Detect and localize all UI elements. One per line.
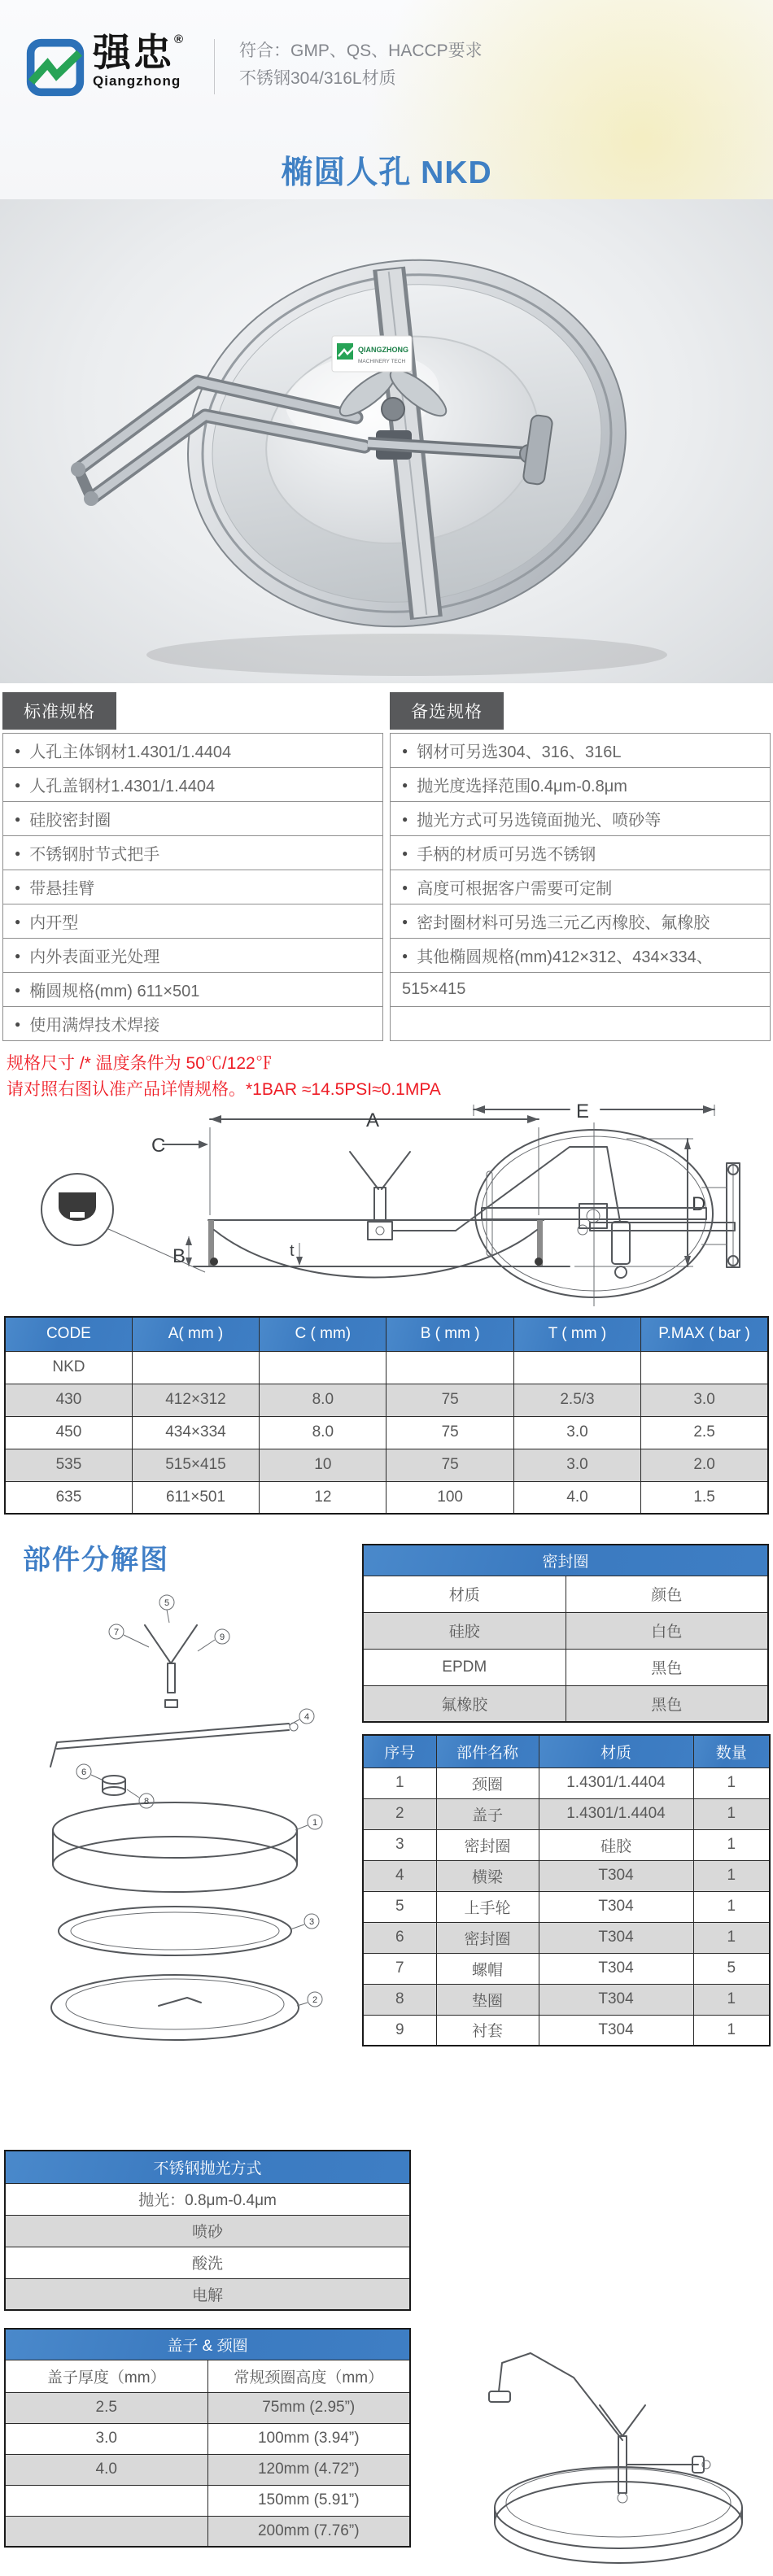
dim-label-t: t	[290, 1242, 295, 1260]
dim-cell: 3.0	[513, 1416, 640, 1449]
cover-cell: 盖子厚度（mm）	[5, 2360, 207, 2392]
parts-cell: 7	[363, 1953, 436, 1984]
parts-cell: 6	[363, 1922, 436, 1953]
brand-block	[93, 33, 183, 89]
dim-header: P.MAX ( bar )	[641, 1317, 768, 1351]
callout-3	[304, 1914, 319, 1929]
polish-cell: 抛光：0.8μm-0.4μm	[5, 2183, 410, 2215]
dim-label-A: A	[366, 1109, 380, 1131]
polish-cell: 喷砂	[5, 2215, 410, 2247]
parts-cell: 盖子	[436, 1798, 539, 1829]
spec-item	[3, 904, 382, 939]
header-divider	[214, 39, 215, 94]
header-taglines	[239, 37, 483, 93]
parts-cell: 衬套	[436, 2015, 539, 2046]
table-row	[5, 1351, 768, 1384]
spec-item-text: ● 带悬挂臂	[29, 880, 95, 898]
parts-cell: 8	[363, 1984, 436, 2015]
table-row	[5, 2215, 410, 2247]
spec-item-text: ● 手柄的材质可另选不锈钢	[417, 846, 596, 864]
dim-cell: 635	[5, 1481, 132, 1514]
parts-cell: 1	[693, 1891, 770, 1922]
parts-cell: T304	[539, 1860, 693, 1891]
dim-label-E: E	[576, 1101, 590, 1122]
cover-cell: 150mm (5.91”)	[207, 2485, 410, 2516]
spec-item	[391, 939, 770, 973]
spec-item	[391, 1007, 770, 1040]
dim-label-C: C	[151, 1135, 166, 1157]
table-row	[363, 1649, 768, 1685]
parts-cell: 密封圈	[436, 1922, 539, 1953]
dim-cell: 12	[260, 1481, 386, 1514]
table-row	[363, 1922, 770, 1953]
dim-cell: 1.5	[641, 1481, 768, 1514]
dim-cell: 100	[386, 1481, 513, 1514]
dim-header: C ( mm)	[260, 1317, 386, 1351]
table-row	[363, 1612, 768, 1649]
callout-9	[215, 1629, 229, 1644]
table-row	[363, 1984, 770, 2015]
table-row	[5, 2247, 410, 2278]
spec-item	[391, 802, 770, 836]
dim-cell	[132, 1351, 259, 1384]
seal-cell: 黑色	[566, 1685, 768, 1722]
table-row	[5, 2454, 410, 2485]
product-photo	[0, 199, 773, 683]
bottom-side-drawing	[452, 2314, 773, 2574]
optional-specs-title: 备选规格	[390, 692, 504, 730]
spec-item	[3, 939, 382, 973]
watermark-sub: MACHINERY TECH	[358, 359, 406, 364]
spec-item-text: ● 高度可根据客户需要可定制	[417, 880, 613, 898]
dim-cell: 3.0	[641, 1384, 768, 1416]
seal-cell: 颜色	[566, 1576, 768, 1612]
dim-cell: 8.0	[260, 1416, 386, 1449]
dim-cell: 2.0	[641, 1449, 768, 1481]
spec-item	[3, 734, 382, 768]
seal-cell: 氟橡胶	[363, 1685, 566, 1722]
watermark-brand: QIANGZHONG	[358, 346, 408, 354]
table-row	[5, 2278, 410, 2310]
page-header	[0, 0, 773, 199]
table-row	[5, 2516, 410, 2547]
table-row	[5, 2392, 410, 2423]
dim-header: T ( mm )	[513, 1317, 640, 1351]
compliance-text: 符合：GMP、QS、HACCP要求	[239, 41, 483, 60]
registered-mark: ®	[174, 33, 184, 46]
manhole-photo-rendering	[0, 199, 773, 683]
parts-header: 材质	[539, 1735, 693, 1767]
dim-cell	[386, 1351, 513, 1384]
svg-text:7: 7	[113, 1628, 120, 1637]
cover-cell	[5, 2485, 207, 2516]
spec-item-text: ● 人孔盖钢材1.4301/1.4404	[29, 778, 216, 795]
table-row	[5, 2423, 410, 2454]
svg-text:9: 9	[219, 1632, 225, 1642]
brand-name: 强忠	[93, 31, 174, 74]
parts-cell: T304	[539, 1891, 693, 1922]
optional-specs	[390, 692, 771, 1041]
parts-cell: 1.4301/1.4404	[539, 1767, 693, 1798]
page-title: 椭圆人孔 NKD	[281, 155, 492, 190]
cover-cell: 75mm (2.95”)	[207, 2392, 410, 2423]
table-row	[363, 1891, 770, 1922]
parts-cell: 3	[363, 1829, 436, 1860]
note-line1: 规格尺寸 /* 温度条件为 50℃/122℉	[7, 1054, 273, 1073]
parts-cell: 密封圈	[436, 1829, 539, 1860]
parts-cell: T304	[539, 2015, 693, 2046]
spec-item	[391, 836, 770, 870]
svg-text:4: 4	[304, 1712, 310, 1722]
cover-cell: 3.0	[5, 2423, 207, 2454]
parts-cell: 螺帽	[436, 1953, 539, 1984]
parts-cell: T304	[539, 1984, 693, 2015]
table-row	[363, 1576, 768, 1612]
cover-cell	[5, 2516, 207, 2547]
photo-watermark-badge	[332, 336, 412, 372]
polish-table-title: 不锈钢抛光方式	[5, 2151, 410, 2183]
svg-text:5: 5	[164, 1598, 170, 1608]
standard-specs-list	[2, 733, 383, 1041]
callout-2	[308, 1992, 322, 2007]
spec-item	[3, 870, 382, 904]
table-row	[363, 1860, 770, 1891]
dim-header: B ( mm )	[386, 1317, 513, 1351]
table-row	[5, 1449, 768, 1481]
cover-cell: 100mm (3.94”)	[207, 2423, 410, 2454]
dimension-table	[4, 1316, 769, 1515]
dim-cell: 2.5/3	[513, 1384, 640, 1416]
parts-cell: 1.4301/1.4404	[539, 1798, 693, 1829]
seal-cell: 材质	[363, 1576, 566, 1612]
parts-cell: 4	[363, 1860, 436, 1891]
table-row	[363, 1953, 770, 1984]
seal-cell: 白色	[566, 1612, 768, 1649]
spec-item-text: ● 内外表面亚光处理	[29, 948, 160, 966]
parts-cell: 9	[363, 2015, 436, 2046]
table-row	[5, 1384, 768, 1416]
spec-item-text: ● 密封圈材料可另选三元乙丙橡胶、氟橡胶	[417, 914, 710, 932]
side-view-drawing	[151, 1109, 705, 1278]
cover-cell: 120mm (4.72”)	[207, 2454, 410, 2485]
callout-4	[299, 1709, 314, 1724]
dim-cell: NKD	[5, 1351, 132, 1384]
dim-cell: 2.5	[641, 1416, 768, 1449]
dim-cell: 430	[5, 1384, 132, 1416]
dim-cell: 8.0	[260, 1384, 386, 1416]
standard-specs	[2, 692, 383, 1041]
spec-item-text: ● 抛光度选择范围0.4μm-0.8μm	[417, 778, 627, 795]
parts-cell: 1	[693, 2015, 770, 2046]
dim-cell: 4.0	[513, 1481, 640, 1514]
parts-cell: 5	[363, 1891, 436, 1922]
parts-cell: 2	[363, 1798, 436, 1829]
brand-logo-icon	[24, 37, 86, 98]
table-row	[5, 2183, 410, 2215]
spec-item	[391, 904, 770, 939]
seal-cell: EPDM	[363, 1649, 566, 1685]
parts-cell: 1	[693, 1984, 770, 2015]
seal-ring-table	[362, 1544, 769, 1723]
seal-cell: 黑色	[566, 1649, 768, 1685]
spec-item-text: ● 人孔主体钢材1.4301/1.4404	[29, 743, 232, 761]
dim-cell: 412×312	[132, 1384, 259, 1416]
spec-item-text: ● 钢材可另选304、316、316L	[417, 743, 622, 761]
dim-cell: 515×415	[132, 1449, 259, 1481]
table-row	[5, 1481, 768, 1514]
parts-cell: 垫圈	[436, 1984, 539, 2015]
callout-5	[159, 1595, 174, 1610]
parts-cell: T304	[539, 1922, 693, 1953]
callout-8	[139, 1794, 154, 1808]
parts-cell: 硅胶	[539, 1829, 693, 1860]
cover-neck-table	[4, 2328, 411, 2548]
table-row	[363, 1767, 770, 1798]
polish-cell: 电解	[5, 2278, 410, 2310]
parts-cell: 1	[693, 1922, 770, 1953]
standard-specs-title: 标准规格	[2, 692, 116, 730]
dim-cell: 535	[5, 1449, 132, 1481]
exploded-view-title: 部件分解图	[23, 1545, 169, 1576]
note-line2: 请对照右图认准产品详情规格。*1BAR ≈14.5PSI≈0.1MPA	[7, 1080, 441, 1099]
spec-item-text: ● 硅胶密封圈	[29, 812, 111, 830]
optional-specs-list	[390, 733, 771, 1041]
parts-cell: 1	[693, 1829, 770, 1860]
table-row	[363, 2015, 770, 2046]
dim-cell: 75	[386, 1416, 513, 1449]
table-row	[363, 1798, 770, 1829]
seal-cell: 硅胶	[363, 1612, 566, 1649]
dim-label-B: B	[173, 1245, 186, 1267]
parts-table	[362, 1734, 771, 2046]
parts-cell: 上手轮	[436, 1891, 539, 1922]
svg-text:6: 6	[81, 1767, 87, 1777]
dim-cell: 3.0	[513, 1449, 640, 1481]
cover-table-title: 盖子 & 颈圈	[5, 2329, 410, 2360]
spec-item	[391, 973, 770, 1007]
dim-cell: 75	[386, 1384, 513, 1416]
spec-item-text: ● 抛光方式可另选镜面抛光、喷砂等	[417, 812, 662, 830]
table-row	[363, 1829, 770, 1860]
dim-cell	[513, 1351, 640, 1384]
spec-item-text: ● 不锈钢肘节式把手	[29, 846, 160, 864]
exploded-view-drawing	[12, 1586, 346, 2082]
parts-cell: 1	[693, 1767, 770, 1798]
spec-item-text: ● 其他椭圆规格(mm)412×312、434×334、	[417, 948, 713, 966]
cover-cell: 2.5	[5, 2392, 207, 2423]
dim-cell: 75	[386, 1449, 513, 1481]
parts-header: 序号	[363, 1735, 436, 1767]
material-text: 不锈钢304/316L材质	[239, 69, 396, 88]
dim-label-D: D	[692, 1193, 706, 1215]
spec-item-text: ● 内开型	[29, 914, 79, 932]
brand-name-en: Qiangzhong	[93, 73, 181, 89]
table-row	[5, 2360, 410, 2392]
spec-item	[391, 870, 770, 904]
spec-item-text: ● 使用满焊技术焊接	[29, 1017, 160, 1035]
parts-cell: 横梁	[436, 1860, 539, 1891]
spec-item	[3, 802, 382, 836]
svg-text:1: 1	[312, 1818, 318, 1828]
cover-cell: 常规颈圈高度（mm）	[207, 2360, 410, 2392]
parts-cell: 1	[693, 1860, 770, 1891]
temperature-note	[7, 1051, 441, 1103]
spec-item	[3, 1007, 382, 1040]
dim-cell	[641, 1351, 768, 1384]
parts-cell: 1	[363, 1767, 436, 1798]
cover-cell: 200mm (7.76”)	[207, 2516, 410, 2547]
seal-table-title: 密封圈	[363, 1545, 768, 1576]
spec-item	[391, 768, 770, 802]
cover-cell: 4.0	[5, 2454, 207, 2485]
callout-6	[76, 1764, 91, 1779]
spec-item	[3, 836, 382, 870]
dim-cell	[260, 1351, 386, 1384]
dim-cell: 611×501	[132, 1481, 259, 1514]
svg-text:3: 3	[308, 1917, 315, 1927]
dim-header: CODE	[5, 1317, 132, 1351]
table-row	[5, 1416, 768, 1449]
spec-item	[391, 734, 770, 768]
spec-item	[3, 768, 382, 802]
dim-cell: 10	[260, 1449, 386, 1481]
spec-item-text: 515×415	[402, 980, 466, 998]
parts-cell: T304	[539, 1953, 693, 1984]
parts-cell: 1	[693, 1798, 770, 1829]
spec-item	[3, 973, 382, 1007]
polish-table	[4, 2150, 411, 2311]
polish-cell: 酸洗	[5, 2247, 410, 2278]
parts-header: 数量	[693, 1735, 770, 1767]
dim-cell: 450	[5, 1416, 132, 1449]
technical-drawings	[0, 1100, 773, 1314]
dim-cell: 434×334	[132, 1416, 259, 1449]
callout-7	[109, 1624, 124, 1639]
parts-cell: 5	[693, 1953, 770, 1984]
parts-header: 部件名称	[436, 1735, 539, 1767]
table-row	[5, 2485, 410, 2516]
table-row	[363, 1685, 768, 1722]
parts-cell: 颈圈	[436, 1767, 539, 1798]
callout-1	[308, 1815, 322, 1829]
svg-text:8: 8	[143, 1797, 150, 1807]
dim-header: A( mm )	[132, 1317, 259, 1351]
svg-text:2: 2	[312, 1995, 318, 2005]
spec-item-text: ● 椭圆规格(mm) 611×501	[29, 983, 200, 1000]
